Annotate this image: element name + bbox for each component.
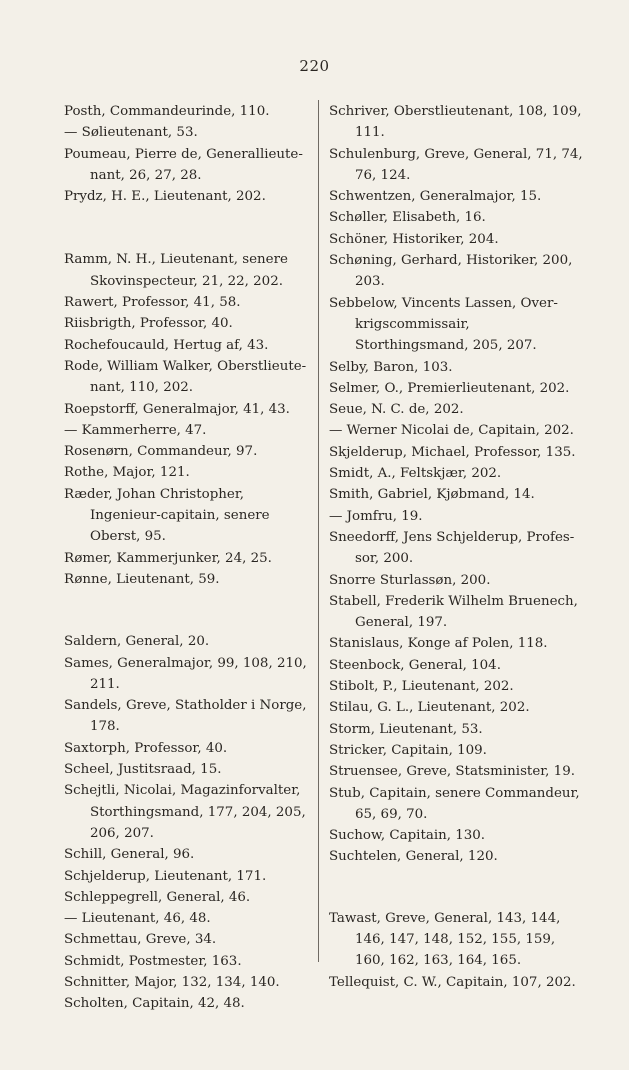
index-entry: Rønne, Lieutenant, 59. — [64, 571, 220, 587]
index-entry: Schmidt, Postmester, 163. — [64, 953, 242, 969]
index-entry: Schleppegrell, General, 46. — [64, 889, 251, 905]
index-entry: Stabell, Frederik Wilhelm Bruenech, General, 197. — [329, 593, 578, 631]
index-entry: Stub, Capitain, senere Commandeur, 65, 69, 70. — [329, 785, 580, 822]
index-entry: — Jomfru, 19. — [329, 508, 423, 524]
index-entry: Saldern, General, 20. — [64, 634, 210, 650]
index-entry: Selby, Baron, 103. — [329, 359, 453, 375]
index-entry: — Lieutenant, 46, 48. — [64, 911, 211, 927]
index-entry: Scholten, Capitain, 42, 48. — [64, 996, 245, 1012]
index-entry: Skjelderup, Michael, Professor, 135. — [329, 444, 576, 460]
index-entry: Schöner, Historiker, 204. — [329, 231, 499, 247]
index-entry: Sames, Generalmajor, 99, 108, 210, 211. — [64, 655, 307, 692]
index-entry: Storm, Lieutenant, 53. — [329, 721, 483, 737]
index-entry: Schriver, Oberstlieutenant, 108, 109, 111. — [329, 104, 582, 141]
index-entry: Smith, Gabriel, Kjøbmand, 14. — [329, 487, 535, 503]
index-entry: Scheel, Justitsraad, 15. — [64, 762, 222, 778]
index-entry: Sneedorff, Jens Schjelderup, Profes-sor, 200. — [329, 529, 575, 567]
index-entry: Sandels, Greve, Statholder i Norge, 178. — [64, 698, 307, 735]
index-entry: Stricker, Capitain, 109. — [329, 742, 487, 758]
index-entry: Selmer, O., Premierlieutenant, 202. — [329, 380, 570, 396]
index-entry: Schnitter, Major, 132, 134, 140. — [64, 974, 280, 990]
index-entry: Suchtelen, General, 120. — [329, 849, 498, 865]
index-entry: Poumeau, Pierre de, Generallieute-nant, 26, 27, 28. — [64, 146, 303, 183]
index-entry: Rothe, Major, 121. — [64, 465, 190, 481]
index-entry: Schulenburg, Greve, General, 71, 74, 76, 124. — [329, 146, 583, 183]
index-entry: Sebbelow, Vincents Lassen, Over-krigscommissair, Storthingsmand, 205, 207. — [329, 295, 558, 354]
index-entry: Snorre Sturlassøn, 200. — [329, 572, 491, 588]
index-entry: Posth, Commandeurinde, 110. — [64, 104, 270, 119]
index-entry: Roepstorff, Generalmajor, 41, 43. — [64, 401, 290, 417]
index-entry: Ramm, N. H., Lieutenant, senere Skovinspecteur, 21, 22, 202. — [64, 252, 288, 289]
column-divider — [318, 100, 319, 962]
index-entry: Steenbock, General, 104. — [329, 657, 501, 673]
index-entry: Tellequist, C. W., Capitain, 107, 202. — [329, 974, 576, 990]
index-entry: — Kammerherre, 47. — [64, 422, 207, 438]
index-entry: Prydz, H. E., Lieutenant, 202. — [64, 189, 266, 205]
index-entry: Schmettau, Greve, 34. — [64, 932, 217, 948]
index-entry: Tawast, Greve, General, 143, 144, 146, 147, 148, 152, 155, 159, 160, 162, 163, 164, 165. — [329, 910, 561, 969]
index-entry: Schwentzen, Generalmajor, 15. — [329, 189, 542, 205]
index-entry: Schill, General, 96. — [64, 847, 195, 863]
index-entry: Seue, N. C. de, 202. — [329, 402, 464, 418]
index-entry: Stibolt, P., Lieutenant, 202. — [329, 679, 514, 695]
index-entry: Rochefoucauld, Hertug af, 43. — [64, 337, 269, 353]
index-entry: — Werner Nicolai de, Capitain, 202. — [329, 423, 574, 439]
index-entry: Suchow, Capitain, 130. — [329, 828, 486, 844]
index-entry: Rode, William Walker, Oberstlieute-nant, 110, 202. — [64, 358, 307, 396]
index-entry: Schjelderup, Lieutenant, 171. — [64, 868, 267, 884]
index-entry: Struensee, Greve, Statsminister, 19. — [329, 764, 575, 780]
index-entry: Rømer, Kammerjunker, 24, 25. — [64, 550, 272, 566]
index-entry: Schejtli, Nicolai, Magazinforvalter, Storthingsmand, 177, 204, 205, 206, 207. — [64, 783, 306, 841]
index-entry: Stanislaus, Konge af Polen, 118. — [329, 636, 548, 652]
index-entry: Riisbrigth, Professor, 40. — [64, 316, 233, 332]
index-entry: Saxtorph, Professor, 40. — [64, 740, 228, 756]
index-entry: Ræder, Johan Christopher, Ingenieur-capitain, senere Oberst, 95. — [64, 486, 270, 545]
index-entry: Stilau, G. L., Lieutenant, 202. — [329, 700, 530, 716]
index-entry: — Sølieutenant, 53. — [64, 125, 198, 141]
index-entry: Rawert, Professor, 41, 58. — [64, 295, 241, 311]
index-entry: Schøller, Elisabeth, 16. — [329, 210, 486, 226]
index-column-right — [329, 101, 585, 993]
section-gap — [64, 590, 318, 631]
section-gap — [329, 868, 585, 908]
section-gap — [64, 207, 318, 249]
index-entry: Smidt, A., Feltskjær, 202. — [329, 466, 502, 482]
page-number: 220 — [299, 57, 330, 75]
index-entry: Schøning, Gerhard, Historiker, 200, 203. — [329, 253, 573, 290]
index-column-left — [64, 101, 318, 1015]
index-entry: Rosenørn, Commandeur, 97. — [64, 444, 258, 460]
